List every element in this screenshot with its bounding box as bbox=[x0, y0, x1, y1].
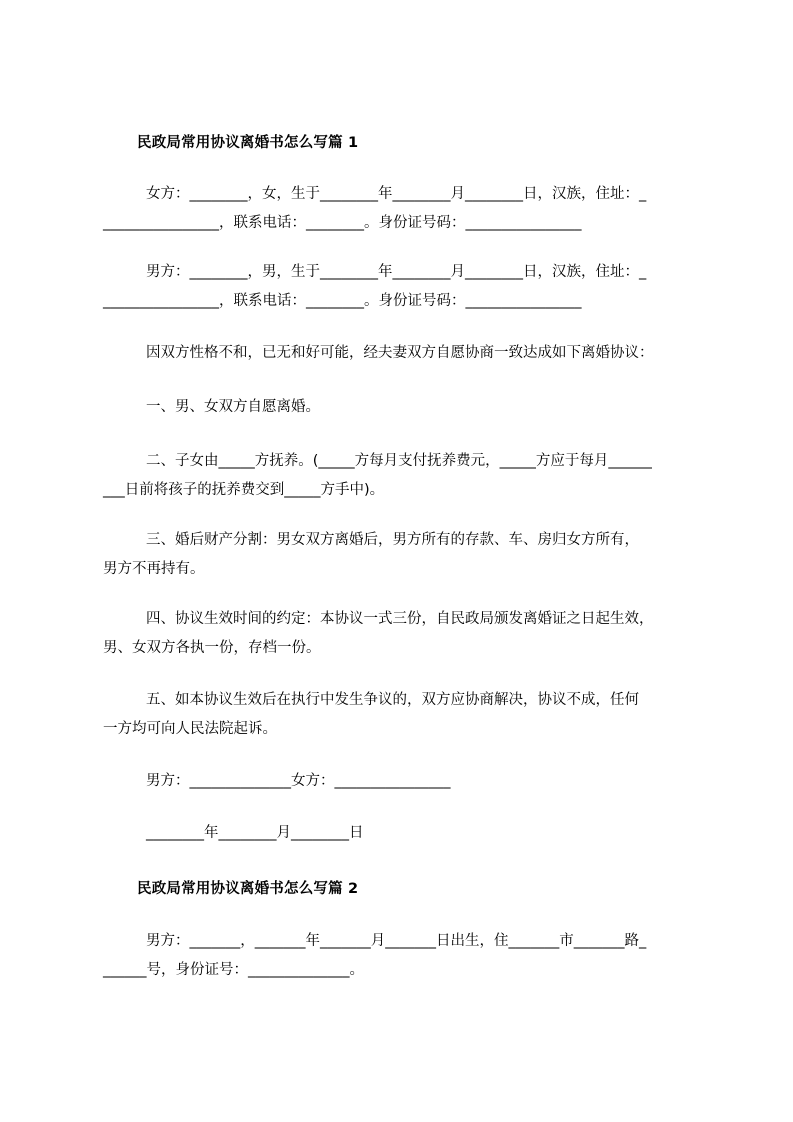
male-info-line-2: ________________，联系电话：________。身份证号码：________________ bbox=[103, 293, 582, 309]
clause-4-paragraph bbox=[103, 605, 703, 663]
clause-1-paragraph bbox=[103, 393, 703, 422]
female-info-line-2: ________________，联系电话：________。身份证号码：________________ bbox=[103, 215, 582, 231]
clause-3-line-2: 男方不再持有。 bbox=[103, 561, 205, 577]
section-2-male-paragraph bbox=[103, 927, 703, 985]
section-2-title: 民政局常用协议离婚书怎么写篇 2 bbox=[137, 881, 359, 897]
clause-2-line-2: ___日前将孩子的抚养费交到_____方手中)。 bbox=[103, 482, 385, 498]
section-1-title: 民政局常用协议离婚书怎么写篇 1 bbox=[137, 135, 359, 151]
section-2-male-line-2: ______号，身份证号：______________。 bbox=[103, 962, 364, 978]
clause-4-line-2: 男、女双方各执一份，存档一份。 bbox=[103, 640, 321, 656]
clause-4-line-1: 四、协议生效时间的约定：本协议一式三份，自民政局颁发离婚证之日起生效， bbox=[146, 611, 654, 627]
intro-line: 因双方性格不和，已无和好可能，经夫妻双方自愿协商一致达成如下离婚协议： bbox=[146, 345, 654, 361]
male-info-paragraph bbox=[103, 258, 703, 316]
signature-paragraph bbox=[103, 767, 703, 796]
clause-5-line-1: 五、如本协议生效后在执行中发生争议的，双方应协商解决，协议不成，任何 bbox=[146, 692, 639, 708]
clause-1-line: 一、男、女双方自愿离婚。 bbox=[146, 399, 320, 415]
section-2-male-line-1: 男方：_______，_______年_______月_______日出生，住_______市_______路_ bbox=[146, 933, 647, 949]
female-info-paragraph bbox=[103, 180, 703, 238]
clause-5-line-2: 一方均可向人民法院起诉。 bbox=[103, 721, 277, 737]
female-info-line-1: 女方：________，女，生于________年________月________日，汉族，住址：_ bbox=[146, 186, 647, 202]
male-info-line-1: 男方：________，男，生于________年________月________日，汉族，住址：_ bbox=[146, 264, 647, 280]
date-paragraph bbox=[103, 819, 703, 848]
signature-line: 男方：______________女方：________________ bbox=[146, 773, 451, 789]
clause-2-line-1: 二、子女由_____方抚养。(_____方每月支付抚养费元，_____方应于每月______ bbox=[146, 453, 652, 469]
date-line: ________年________月________日 bbox=[146, 825, 364, 841]
clause-3-paragraph bbox=[103, 526, 703, 584]
clause-2-paragraph bbox=[103, 447, 703, 505]
clause-3-line-1: 三、婚后财产分割：男女双方离婚后，男方所有的存款、车、房归女方所有， bbox=[146, 532, 639, 548]
intro-paragraph bbox=[103, 339, 703, 368]
clause-5-paragraph bbox=[103, 686, 703, 744]
